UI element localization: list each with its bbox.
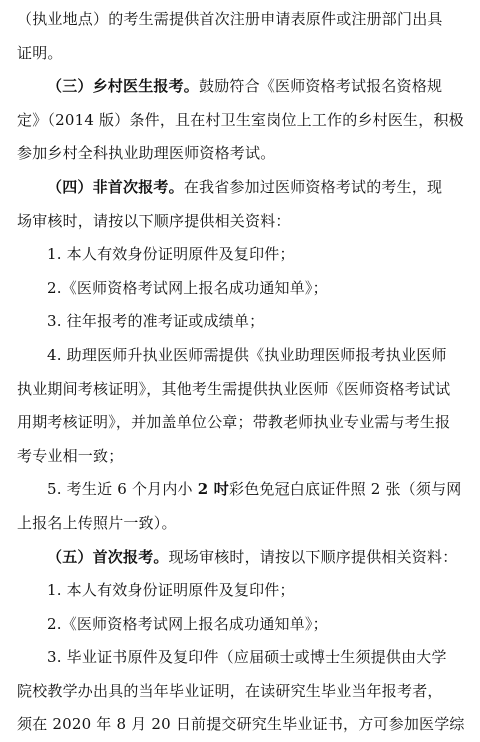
- text-line: [17, 574, 469, 608]
- text-line: [17, 171, 469, 205]
- text-line: [17, 608, 469, 642]
- text-segment: 用期考核证明》，并加盖单位公章；带教老师执业专业需与考生报: [17, 413, 451, 432]
- text-line: [17, 272, 469, 306]
- text-segment: 考专业相一致；: [17, 446, 124, 465]
- text-segment: 1. 本人有效身份证明原件及复印件；: [47, 245, 295, 264]
- text-segment: 3. 毕业证书原件及复印件（应届硕士或博士生须提供由大学: [47, 648, 447, 667]
- text-segment: 2.《医师资格考试网上报名成功通知单》；: [47, 278, 328, 297]
- text-segment: 在我省参加过医师资格考试的考生，现: [183, 177, 443, 196]
- bold-heading-text: （三）乡村医生报考。: [47, 77, 200, 96]
- text-segment: 鼓励符合《医师资格考试报名资格规: [199, 77, 443, 96]
- text-line: [17, 305, 469, 339]
- text-line: [17, 104, 469, 138]
- text-segment: 参加乡村全科执业助理医师资格考试。: [17, 144, 276, 163]
- text-segment: 3. 往年报考的准考证或成绩单；: [47, 312, 265, 331]
- text-segment: 彩色免冠白底证件照 2 张（须与网: [229, 480, 462, 499]
- text-line: [17, 641, 469, 675]
- text-segment: 院校教学办出具的当年毕业证明，在读研究生毕业当年报考者，: [17, 681, 443, 700]
- bold-heading-text: （五）首次报考。: [47, 547, 169, 566]
- text-segment: 场审核时，请按以下顺序提供相关资料：: [17, 211, 291, 230]
- text-line: [17, 708, 469, 742]
- text-segment: 定》（2014 版）条件，且在村卫生室岗位上工作的乡村医生，积极: [17, 110, 464, 129]
- text-line: [17, 137, 469, 171]
- text-line: [17, 3, 469, 37]
- text-segment: 证明。: [17, 43, 63, 62]
- text-line: [17, 440, 469, 474]
- text-line: [17, 406, 469, 440]
- document-page: [17, 3, 469, 742]
- text-segment: 上报名上传照片一致）。: [17, 513, 177, 532]
- bold-heading-text: 2 吋: [197, 480, 229, 499]
- text-segment: 5. 考生近 6 个月内小: [47, 480, 198, 499]
- text-line: [17, 675, 469, 709]
- text-line: [17, 238, 469, 272]
- text-line: [17, 373, 469, 407]
- text-segment: 2.《医师资格考试网上报名成功通知单》；: [47, 614, 328, 633]
- text-line: [17, 205, 469, 239]
- text-line: [17, 37, 469, 71]
- text-line: [17, 339, 469, 373]
- text-segment: 1. 本人有效身份证明原件及复印件；: [47, 581, 295, 600]
- text-segment: （执业地点）的考生需提供首次注册申请表原件或注册部门出具: [17, 10, 443, 28]
- text-line: [17, 70, 469, 104]
- text-line: [17, 507, 469, 541]
- text-line: [17, 541, 469, 575]
- bold-heading-text: （四）非首次报考。: [47, 177, 184, 196]
- text-segment: 现场审核时，请按以下顺序提供相关资料：: [168, 547, 458, 566]
- text-segment: 4. 助理医师升执业医师需提供《执业助理医师报考执业医师: [47, 345, 447, 364]
- text-segment: 须在 2020 年 8 月 20 日前提交研究生毕业证书，方可参加医学综: [17, 715, 465, 734]
- text-line: [17, 473, 469, 507]
- text-segment: 执业期间考核证明》，其他考生需提供执业医师《医师资格考试试: [17, 379, 451, 398]
